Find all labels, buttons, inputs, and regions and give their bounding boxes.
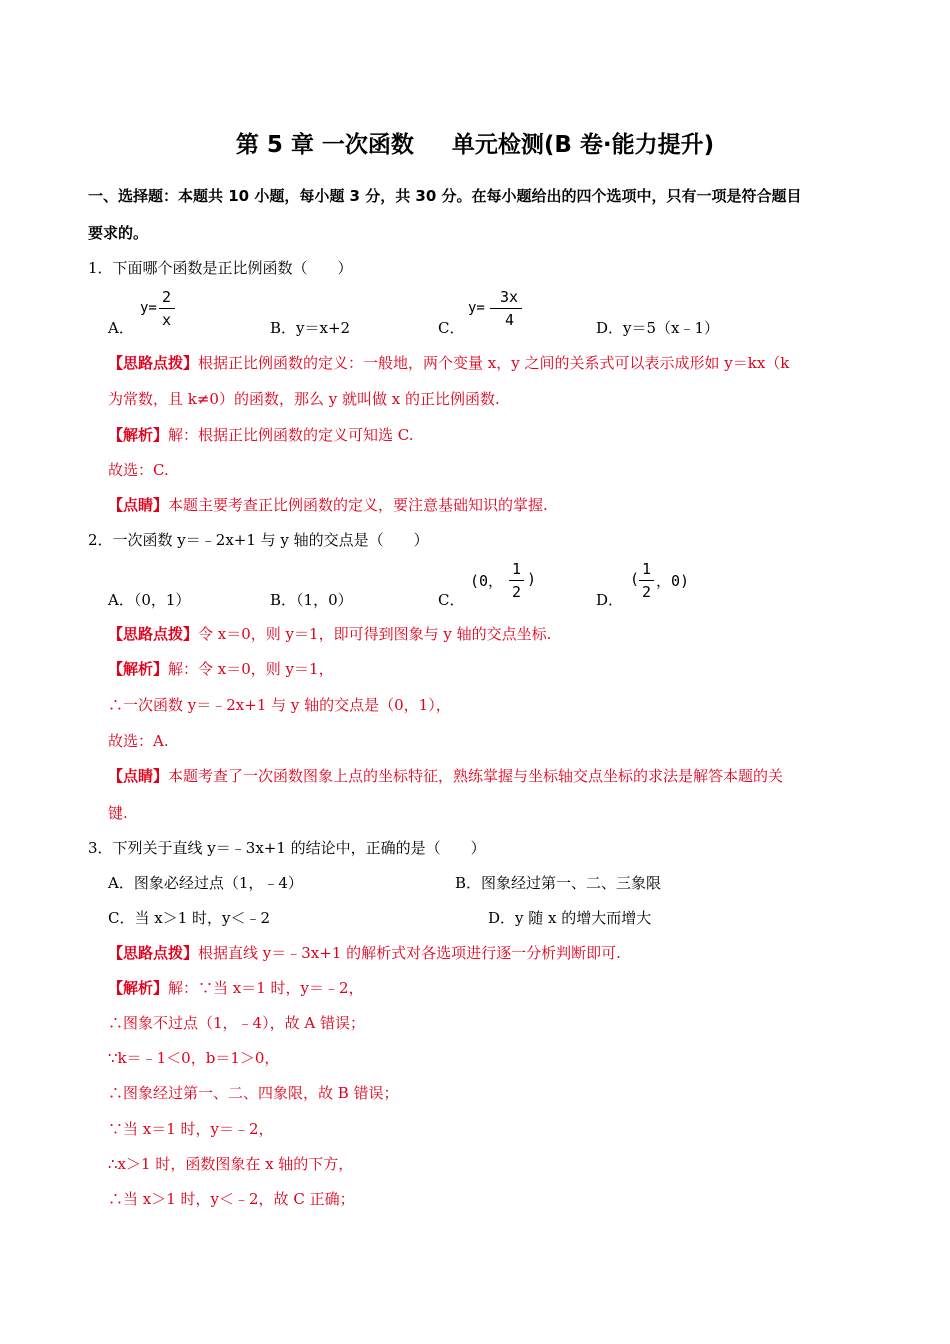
- q1-hint: [108, 352, 789, 373]
- q2-opt-c-label: C．: [438, 591, 465, 609]
- q2-opt-d-bar: [639, 580, 654, 581]
- q1-solution: [108, 424, 414, 445]
- q2-opt-c-den: 2: [512, 583, 522, 601]
- q2-sol-tag: 【解析】: [108, 660, 169, 678]
- q3-sol-line7: ∴当 x＞1 时，y＜﹣2，故 C 正确；: [108, 1190, 355, 1208]
- q1-hint-tag: 【思路点拨】: [108, 354, 199, 372]
- q1-opt-c-bar: [490, 308, 522, 309]
- q2-opt-c-pre: (0，: [470, 572, 504, 590]
- q3-sol-line3: ∵k＝﹣1＜0，b＝1＞0，: [108, 1049, 280, 1067]
- q1-opt-a-den: x: [162, 311, 172, 329]
- q1-comment-line1: 本题主要考查正比例函数的定义，要注意基础知识的掌握.: [168, 496, 548, 514]
- q3-solution: [108, 977, 364, 998]
- q3-sol-line4: ∴图象经过第一、二、四象限，故 B 错误；: [108, 1084, 399, 1102]
- q1-opt-c-label: C．: [438, 319, 465, 337]
- q3-option-a: A．图象必经过点（1，﹣4）: [108, 874, 303, 892]
- q1-sol-tag: 【解析】: [108, 426, 169, 444]
- q1-comment: [108, 494, 548, 515]
- q1-sol-line2: 故选：C.: [108, 461, 169, 479]
- q2-sol-line3: 故选：A.: [108, 732, 169, 750]
- q3-hint-tag: 【思路点拨】: [108, 944, 199, 962]
- q1-stem: 1．下面哪个函数是正比例函数（ ）: [88, 259, 353, 277]
- section-header-line1: 一、选择题：本题共 10 小题，每小题 3 分，共 30 分。在每小题给出的四个选项中，只有一项是符合题目: [88, 187, 802, 205]
- q3-hint: [108, 942, 621, 963]
- q2-opt-c-num: 1: [512, 560, 522, 578]
- q1-hint-line1: 根据正比例函数的定义：一般地，两个变量 x，y 之间的关系式可以表示成形如 y＝kx（k: [198, 354, 790, 372]
- q2-hint-tag: 【思路点拨】: [108, 625, 199, 643]
- q2-comment-tag: 【点睛】: [108, 767, 169, 785]
- q1-option-d: D．y＝5（x﹣1）: [596, 319, 720, 337]
- q3-sol-line1: 解：∵当 x＝1 时，y＝﹣2，: [168, 979, 364, 997]
- q2-opt-d-post: ，0): [656, 572, 690, 590]
- q2-opt-d-pre: (: [630, 570, 640, 588]
- q2-comment: [108, 765, 783, 786]
- q1-sol-line1: 解：根据正比例函数的定义可知选 C.: [168, 426, 414, 444]
- page-title: [0, 126, 950, 159]
- title-part2: 单元检测(B 卷·能力提升): [451, 132, 715, 158]
- q1-opt-a-num: 2: [162, 288, 172, 306]
- q3-sol-tag: 【解析】: [108, 979, 169, 997]
- q2-sol-line2: ∴一次函数 y＝﹣2x+1 与 y 轴的交点是（0，1），: [108, 696, 451, 714]
- q2-option-a: A．（0，1）: [108, 591, 191, 609]
- q3-hint-line1: 根据直线 y＝﹣3x+1 的解析式对各选项进行逐一分析判断即可.: [198, 944, 621, 962]
- q2-hint: [108, 623, 551, 644]
- q2-sol-line1: 解：令 x＝0，则 y＝1，: [168, 660, 334, 678]
- q3-sol-line5: ∵当 x＝1 时，y＝﹣2，: [108, 1120, 274, 1138]
- q3-option-b: B．图象经过第一、二、三象限: [455, 874, 662, 892]
- q1-opt-c-num: 3x: [500, 288, 519, 306]
- q3-sol-line2: ∴图象不过点（1，﹣4），故 A 错误；: [108, 1014, 365, 1032]
- title-part1: 第 5 章 一次函数: [235, 132, 414, 158]
- q2-comment-line2: 键.: [108, 804, 128, 822]
- q2-stem: 2．一次函数 y＝﹣2x+1 与 y 轴的交点是（ ）: [88, 531, 429, 549]
- q1-opt-c-den: 4: [505, 311, 515, 329]
- q1-comment-tag: 【点睛】: [108, 496, 169, 514]
- q2-opt-d-num: 1: [642, 560, 652, 578]
- q1-opt-a-bar: [159, 308, 175, 309]
- q1-opt-a-label: A．: [108, 319, 134, 337]
- q2-opt-d-den: 2: [642, 583, 652, 601]
- q2-option-b: B．（1，0）: [270, 591, 353, 609]
- q2-comment-line1: 本题考查了一次函数图象上点的坐标特征，熟练掌握与坐标轴交点坐标的求法是解答本题的关: [168, 767, 784, 785]
- q3-stem: 3．下列关于直线 y＝﹣3x+1 的结论中，正确的是（ ）: [88, 839, 486, 857]
- q2-solution: [108, 658, 334, 679]
- q3-option-d: D．y 随 x 的增大而增大: [488, 909, 652, 927]
- q1-hint-line2: 为常数，且 k≠0）的函数，那么 y 就叫做 x 的正比例函数.: [108, 390, 500, 408]
- q2-opt-c-bar: [509, 580, 524, 581]
- q2-opt-d-label: D．: [596, 591, 624, 609]
- q2-opt-c-post: ): [527, 570, 537, 588]
- q1-opt-a-y: y=: [140, 300, 157, 316]
- section-header-line2: 要求的。: [88, 224, 149, 242]
- q1-opt-c-y: y=: [468, 300, 485, 316]
- q2-hint-line1: 令 x＝0，则 y＝1，即可得到图象与 y 轴的交点坐标.: [198, 625, 552, 643]
- q3-option-c: C．当 x＞1 时，y＜﹣2: [108, 909, 271, 927]
- q3-sol-line6: ∴x＞1 时，函数图象在 x 轴的下方，: [108, 1155, 354, 1173]
- q1-option-b: B．y＝x+2: [270, 319, 351, 337]
